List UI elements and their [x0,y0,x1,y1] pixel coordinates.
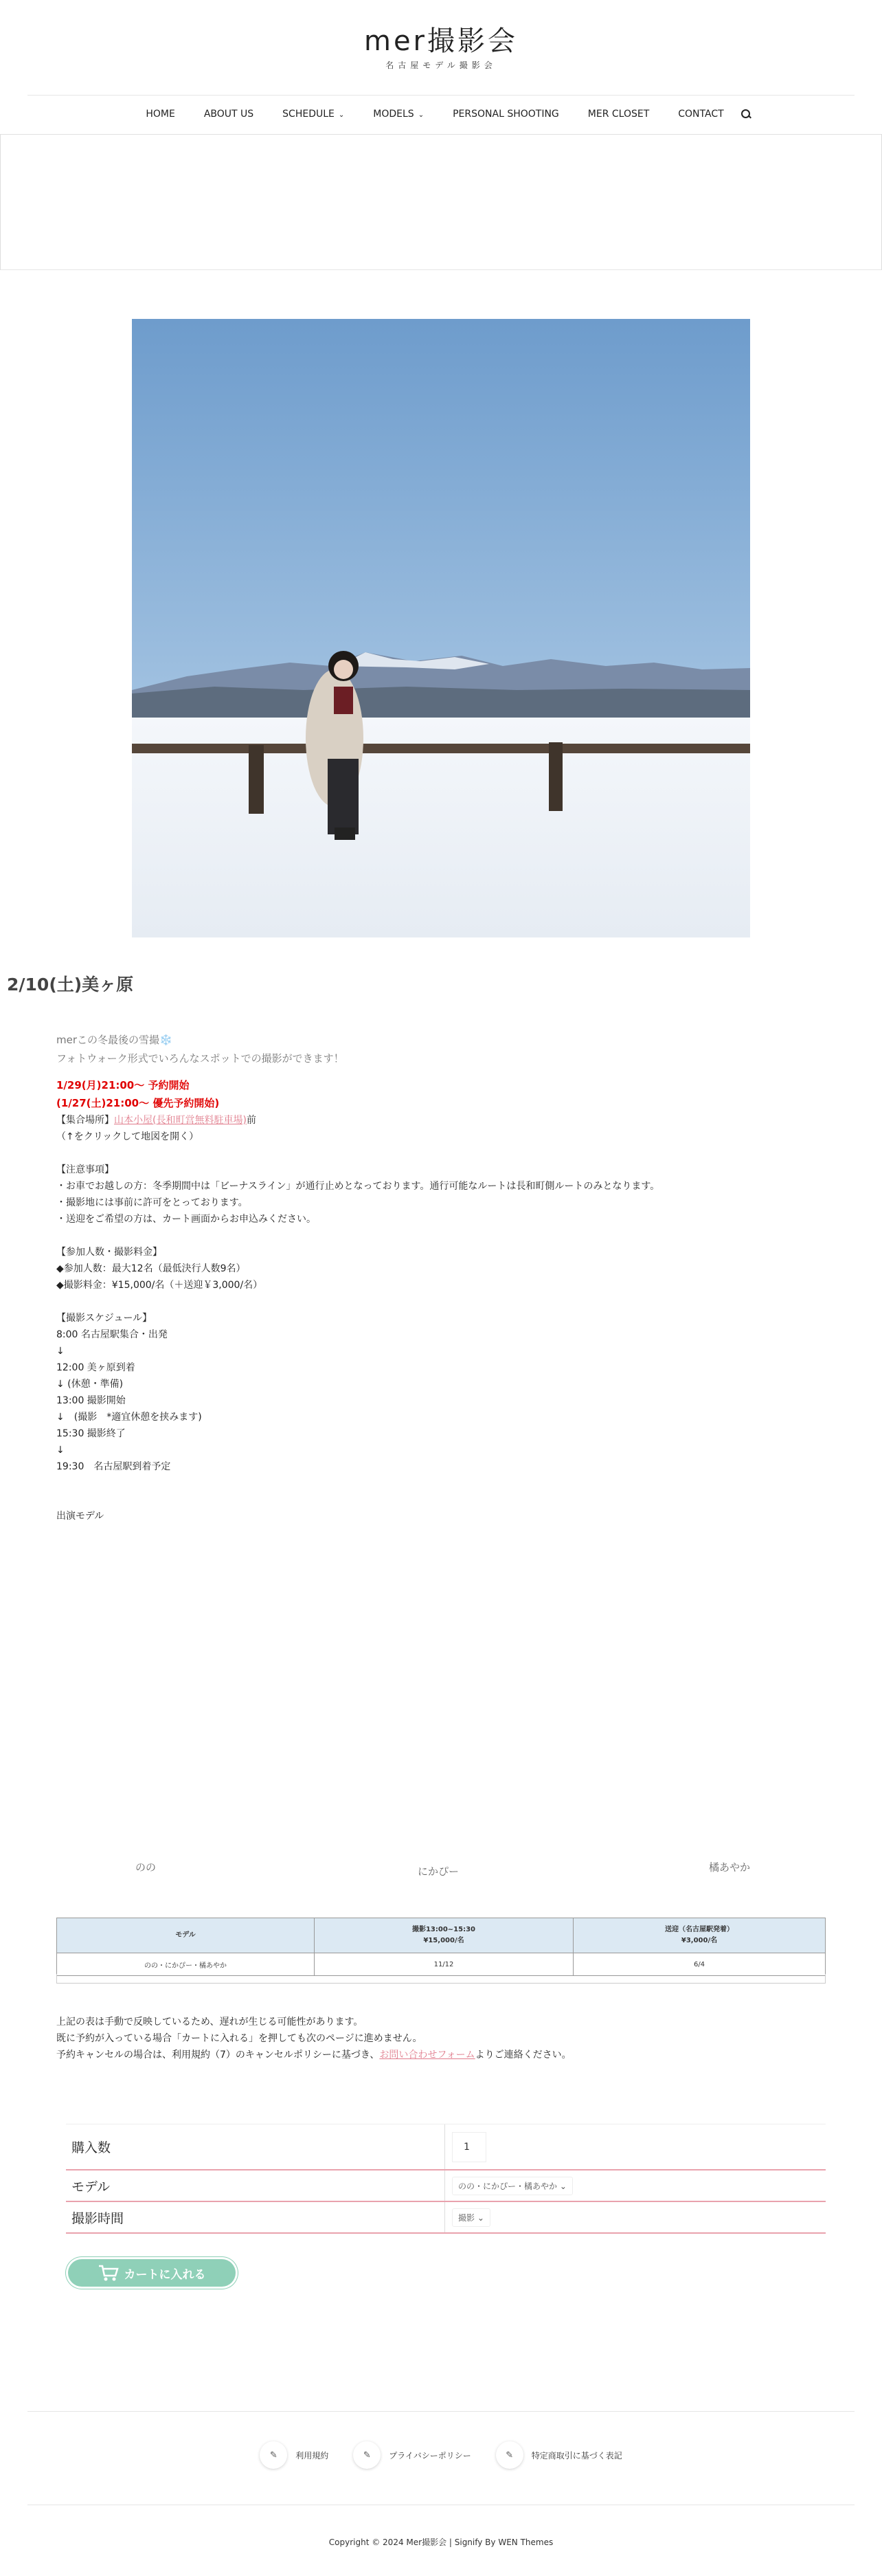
footer-links [0,2441,882,2469]
lead-text-2: フォトウォーク形式でいろんなスポットでの撮影ができます！ [56,1052,344,1065]
footer-link-label: プライバシーポリシー [389,2450,471,2461]
detail-line: 13:00 撮影開始 [56,1395,126,1406]
table-cell: 6/4 [574,1953,826,1976]
detail-line: 【注意事項】 [56,1164,114,1175]
nav-mer-closet[interactable] [574,109,664,120]
table-header: 送迎（名古屋駅発着） ¥3,000/名 [574,1918,826,1953]
footer-link-label: 特定商取引に基づく表記 [531,2450,622,2461]
meeting-place [56,1112,826,1129]
chevron-down-icon: ⌄ [338,111,345,119]
add-to-cart-button[interactable] [66,2257,238,2289]
nav-contact-label: CONTACT [678,109,724,120]
detail-line: ↓ [56,1346,65,1357]
meeting-place-label: 【集合場所】 [56,1115,114,1126]
footer-divider [27,2411,855,2412]
footer-link-terms[interactable] [260,2441,328,2469]
link-icon: ✎ [353,2441,381,2469]
nav-about-label: ABOUT US [203,109,254,120]
detail-line: ↓ [56,1445,65,1456]
table-row [57,1953,826,1976]
detail-line: ↓ (休憩・準備) [56,1379,124,1390]
header-banner [0,134,882,270]
table-header-row [57,1918,826,1953]
model-select-value: のの・にかぴー・橘あやか [458,2181,558,2191]
model-name[interactable]: のの [135,1861,156,1874]
site-title[interactable]: mer撮影会 [363,25,519,57]
main-nav [0,103,882,125]
nav-personal-shooting-label: PERSONAL SHOOTING [453,109,559,120]
detail-line: 15:30 撮影終了 [56,1428,126,1439]
detail-line: ↓ (撮影 *適宜休憩を挟みます) [56,1412,202,1423]
table-header: 撮影13:00~15:30 ¥15,000/名 [315,1918,574,1953]
chevron-down-icon: ⌄ [559,2181,567,2191]
nav-contact[interactable] [664,109,738,120]
featured-photo [132,319,750,937]
contact-form-link[interactable]: お問い合わせフォーム [379,2050,475,2061]
time-select-value: 撮影 [458,2212,475,2223]
nav-models[interactable] [359,109,438,120]
table-cell: 11/12 [315,1953,574,1976]
detail-line: ・お車でお越しの方：冬季期間中は「ビーナスライン」が通行止めとなっております。通行可能なルートは長和町側ルートのみとなります。 [56,1181,660,1192]
add-to-cart-label: カートに入れる [124,2267,206,2282]
model-label: モデル [66,2170,445,2201]
quantity-row [66,2124,826,2170]
notes [56,2014,826,2063]
copyright: Copyright © 2024 Mer撮影会 | Signify By WEN Themes [328,2538,554,2547]
quantity-label: 購入数 [66,2124,445,2169]
link-icon: ✎ [496,2441,523,2469]
detail-line: 19:30 名古屋駅到着予定 [56,1461,171,1472]
header-divider [27,95,855,96]
detail-line: ・送迎をご希望の方は、カート画面からお申込みください。 [56,1214,316,1225]
post-title: 2/10(土)美ヶ原 [7,975,134,995]
availability-table [56,1918,826,1976]
time-row [66,2202,826,2234]
note-line [56,2047,826,2063]
table-cell: のの・にかぴー・橘あやか [57,1953,315,1976]
detail-line [56,1293,826,1310]
lead-text-1: merこの冬最後の雪撮❄️ [56,1034,172,1046]
nav-mer-closet-label: MER CLOSET [587,109,650,120]
meeting-place-note: （↑をクリックして地図を開く） [56,1131,199,1142]
search-icon[interactable] [741,109,751,119]
quantity-input[interactable]: 1 [452,2132,486,2162]
detail-line: 【参加人数・撮影料金】 [56,1247,162,1258]
site-subtitle: 名古屋モデル撮影会 [385,60,497,70]
model-name[interactable]: 橘あやか [708,1861,750,1874]
purchase-form [66,2124,826,2234]
meeting-place-suffix: 前 [246,1115,256,1126]
model-name[interactable]: にかぴー [417,1865,459,1878]
detail-line: 【撮影スケジュール】 [56,1313,152,1324]
chevron-down-icon: ⌄ [418,111,425,119]
detail-line [56,1145,826,1162]
meeting-place-map-link[interactable]: 山本小屋(長和町営無料駐車場) [114,1115,247,1126]
detail-line: 8:00 名古屋駅集合・出発 [56,1329,168,1340]
nav-models-label: MODELS [373,109,414,120]
nav-personal-shooting[interactable] [438,109,574,120]
footer-link-commerce[interactable] [496,2441,622,2469]
nav-schedule-label: SCHEDULE [282,109,335,120]
nav-home[interactable] [131,109,189,120]
detail-lines [56,1145,826,1475]
nav-schedule[interactable] [268,109,359,120]
note-line: 上記の表は手動で反映しているため、遅れが生じる可能性があります。 [56,2017,363,2028]
link-icon: ✎ [260,2441,287,2469]
detail-line [56,1228,826,1244]
chevron-down-icon: ⌄ [477,2212,484,2223]
time-select[interactable] [452,2208,490,2227]
model-row [66,2170,826,2202]
note-line: 既に予約が入っている場合「カートに入れる」を押しても次のページに進めません。 [56,2033,422,2044]
models-heading: 出演モデル [56,1511,104,1522]
model-select[interactable] [452,2177,573,2195]
detail-line: ・撮影地には事前に許可をとっております。 [56,1197,248,1208]
detail-line: 12:00 美ヶ原到着 [56,1362,135,1373]
table-header: モデル [57,1918,315,1953]
reservation-open: 1/29(月)21:00〜 予約開始 [56,1079,190,1091]
nav-about[interactable] [190,109,268,120]
table-scroll-area[interactable] [56,1974,826,1984]
nav-home-label: HOME [146,109,175,120]
detail-line: ◆撮影料金：¥15,000/名（＋送迎￥3,000/名） [56,1280,263,1291]
footer-link-label: 利用規約 [295,2450,329,2461]
priority-reservation-open: (1/27(土)21:00〜 優先予約開始) [56,1097,220,1109]
cart-icon [98,2264,119,2282]
post-content [56,1031,826,1524]
detail-line: ◆参加人数：最大12名（最低決行人数9名） [56,1263,246,1274]
time-label: 撮影時間 [66,2202,445,2232]
note-text: よりご連絡ください。 [475,2050,572,2061]
note-text: 予約キャンセルの場合は、利用規約（7）のキャンセルポリシーに基づき、 [56,2050,380,2061]
footer-link-privacy[interactable] [353,2441,471,2469]
